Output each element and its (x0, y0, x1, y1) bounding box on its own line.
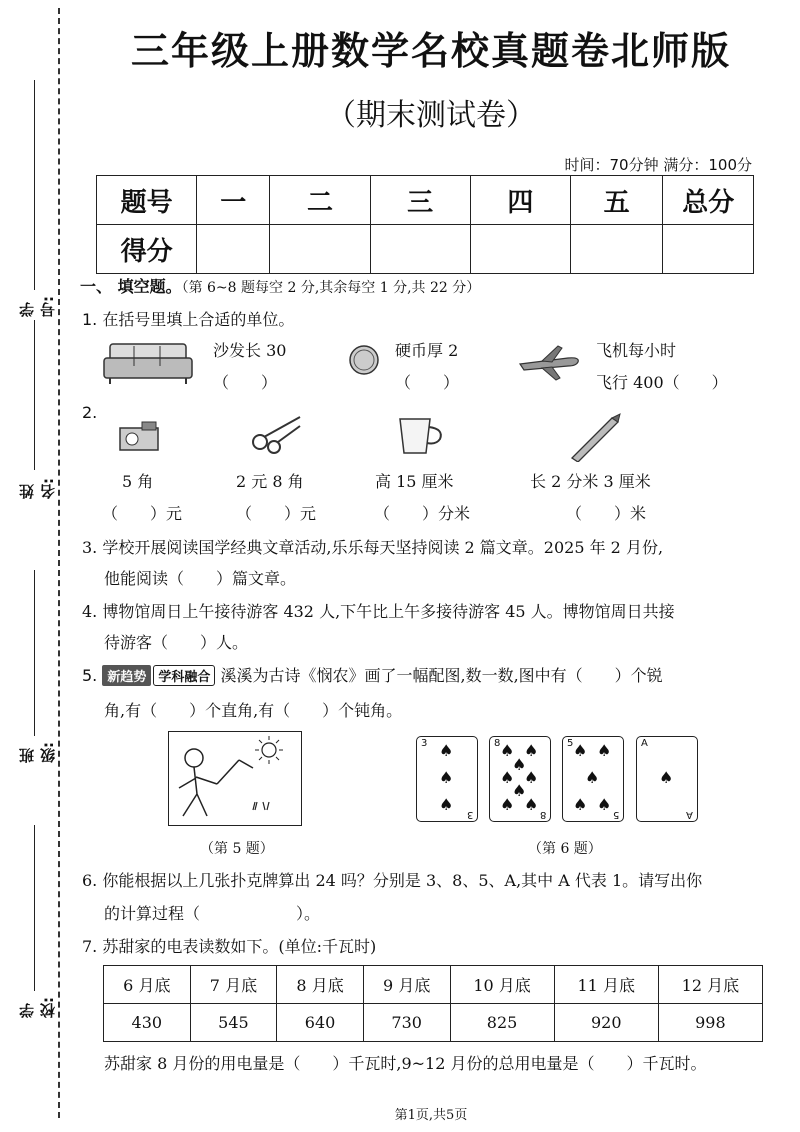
sharpener-icon (116, 418, 162, 454)
meter-header-cell: 6 月底 (104, 966, 191, 1004)
cut-line (58, 8, 60, 1118)
farmer-drawing (169, 732, 301, 825)
q1-item3-blank[interactable]: 飞行 400（ ） (596, 373, 728, 392)
q2-item1-blank[interactable]: （ ）元 (102, 504, 183, 523)
spade-pip: ♠ (512, 755, 527, 774)
q2-item3-blank[interactable]: （ ）分米 (374, 504, 471, 523)
meter-header-cell: 10 月底 (450, 966, 554, 1004)
page-footer: 第1页,共5页 (394, 1108, 468, 1123)
score-header-cell: 五 (570, 176, 662, 225)
q4-line1: 4. 博物馆周日上午接待游客 432 人,下午比上午多接待游客 45 人。博物馆周日共接 (82, 602, 675, 621)
q2-item3-label: 高 15 厘米 (375, 472, 454, 491)
spade-pip: ♠ (439, 768, 454, 787)
q1-item2-text: 硬币厚 2 (395, 341, 459, 360)
time-info: 时间：70分钟 满分：100分 (564, 156, 752, 174)
name-line (34, 320, 35, 470)
q2-item1-label: 5 角 (122, 472, 154, 491)
card-rank: 8 (494, 738, 501, 749)
score-header-cell: 一 (197, 176, 270, 225)
q7-question[interactable]: 苏甜家 8 月份的用电量是（ ）千瓦时,9~12 月份的总用电量是（ ）千瓦时。 (104, 1054, 707, 1073)
q7-text: 7. 苏甜家的电表读数如下。(单位:千瓦时) (82, 937, 377, 956)
q6-line1: 6. 你能根据以上几张扑克牌算出 24 吗？分别是 3、8、5、A,其中 A 代表 1。请写出你 (82, 871, 703, 890)
cross-subject-badge: 学科融合 (153, 665, 215, 686)
meter-value-row (104, 1004, 763, 1042)
score-header-cell: 总分 (663, 176, 754, 225)
score-header-row (97, 176, 754, 225)
card-rank: A (686, 809, 693, 820)
card-rank: 8 (539, 809, 546, 820)
score-cell[interactable] (663, 225, 754, 274)
meter-value-cell: 920 (554, 1004, 658, 1042)
playing-card (562, 736, 624, 822)
spade-pip: ♠ (659, 768, 674, 787)
q2-item2-blank[interactable]: （ ）元 (236, 504, 317, 523)
meter-value-cell: 430 (104, 1004, 191, 1042)
playing-card (636, 736, 698, 822)
new-trend-badge: 新趋势 (102, 665, 151, 686)
q3-line1: 3. 学校开展阅读国学经典文章活动,乐乐每天坚持阅读 2 篇文章。2025 年 2 月份, (82, 538, 664, 557)
name-field[interactable] (16, 320, 57, 499)
q5-figure (168, 731, 302, 826)
spade-pip: ♠ (500, 741, 515, 760)
meter-value-cell: 825 (450, 1004, 554, 1042)
spade-pip: ♠ (597, 741, 612, 760)
q6-line2[interactable]: 的计算过程（ ）。 (104, 904, 321, 923)
spade-pip: ♠ (439, 741, 454, 760)
score-header-cell: 四 (470, 176, 570, 225)
q3-line2[interactable]: 他能阅读（ ）篇文章。 (104, 569, 297, 588)
spade-pip: ♠ (512, 781, 527, 800)
student-id-line (34, 80, 35, 290)
class-label: 班级: (18, 742, 57, 763)
meter-header-row (104, 966, 763, 1004)
spade-pip: ♠ (524, 768, 539, 787)
class-line (34, 570, 35, 736)
name-label: 姓名: (18, 478, 57, 499)
q5-line1-row (82, 663, 663, 686)
q5-caption: （第 5 题） (200, 841, 274, 857)
pencil-icon (566, 412, 622, 462)
meter-header-cell: 8 月底 (277, 966, 364, 1004)
question-1-text: 1. 在括号里填上合适的单位。 (82, 310, 295, 329)
score-cell[interactable] (370, 225, 470, 274)
page-title: 三年级上册数学名校真题卷北师版 (130, 28, 731, 73)
spade-pip: ♠ (500, 768, 515, 787)
sofa-icon (102, 338, 194, 386)
card-rank: A (641, 738, 648, 749)
meter-value-cell: 730 (363, 1004, 450, 1042)
meter-value-cell: 640 (277, 1004, 364, 1042)
meter-value-cell: 545 (190, 1004, 277, 1042)
meter-table (103, 965, 763, 1042)
student-id-label: 学号: (18, 296, 57, 317)
score-header-cell: 二 (270, 176, 370, 225)
score-table (96, 175, 754, 274)
q1-item1-text: 沙发长 30 (213, 341, 287, 360)
score-cell[interactable] (470, 225, 570, 274)
spade-pip: ♠ (597, 795, 612, 814)
q1-item1-blank[interactable]: （ ） (213, 373, 278, 392)
score-cell[interactable] (570, 225, 662, 274)
q5-number: 5. (82, 666, 98, 685)
meter-header-cell: 12 月底 (658, 966, 762, 1004)
school-field[interactable] (16, 825, 57, 1018)
q2-item2-label: 2 元 8 角 (236, 472, 304, 491)
card-rank: 3 (466, 809, 473, 820)
score-header-cell: 三 (370, 176, 470, 225)
spade-pip: ♠ (439, 795, 454, 814)
spade-pip: ♠ (573, 795, 588, 814)
score-row (97, 225, 754, 274)
meter-header-cell: 7 月底 (190, 966, 277, 1004)
spade-pip: ♠ (573, 741, 588, 760)
spade-pip: ♠ (524, 741, 539, 760)
q4-line2[interactable]: 待游客（ ）人。 (104, 633, 249, 652)
q6-caption: （第 6 题） (528, 841, 602, 857)
meter-header-cell: 9 月底 (363, 966, 450, 1004)
card-rank: 5 (612, 809, 619, 820)
airplane-icon (518, 342, 582, 382)
score-row-label: 得分 (97, 225, 197, 274)
q2-item4-label: 长 2 分米 3 厘米 (530, 472, 651, 491)
school-line (34, 825, 35, 991)
meter-header-cell: 11 月底 (554, 966, 658, 1004)
q5-line2[interactable]: 角,有（ ）个直角,有（ ）个钝角。 (104, 701, 403, 720)
section-note: （第 6~8 题每空 2 分,其余每空 1 分,共 22 分） (181, 280, 481, 296)
score-cell[interactable] (270, 225, 370, 274)
section-heading (80, 274, 480, 297)
q2-item4-blank[interactable]: （ ）米 (566, 504, 647, 523)
page-subtitle: （期末测试卷） (326, 98, 536, 133)
meter-value-cell: 998 (658, 1004, 762, 1042)
cup-icon (396, 415, 448, 457)
playing-card (416, 736, 478, 822)
score-header-cell: 题号 (97, 176, 197, 225)
q1-item3-text: 飞机每小时 (596, 341, 677, 360)
spade-pip: ♠ (585, 768, 600, 787)
question-2-number: 2. (82, 403, 98, 422)
coin-icon (348, 344, 380, 376)
q5-line1: 溪溪为古诗《悯农》画了一幅配图,数一数,图中有（ ）个锐 (220, 666, 663, 685)
class-field[interactable] (16, 570, 57, 763)
section-title: 一、 填空题。 (80, 277, 182, 296)
school-label: 学校: (18, 997, 57, 1018)
scissors-icon (250, 414, 304, 454)
score-cell[interactable] (197, 225, 270, 274)
playing-card (489, 736, 551, 822)
binding-margin (0, 0, 62, 1132)
q1-item2-blank[interactable]: （ ） (395, 373, 460, 392)
card-rank: 3 (421, 738, 428, 749)
spade-pip: ♠ (524, 795, 539, 814)
spade-pip: ♠ (500, 795, 515, 814)
student-id-field[interactable] (16, 80, 57, 317)
card-rank: 5 (567, 738, 574, 749)
